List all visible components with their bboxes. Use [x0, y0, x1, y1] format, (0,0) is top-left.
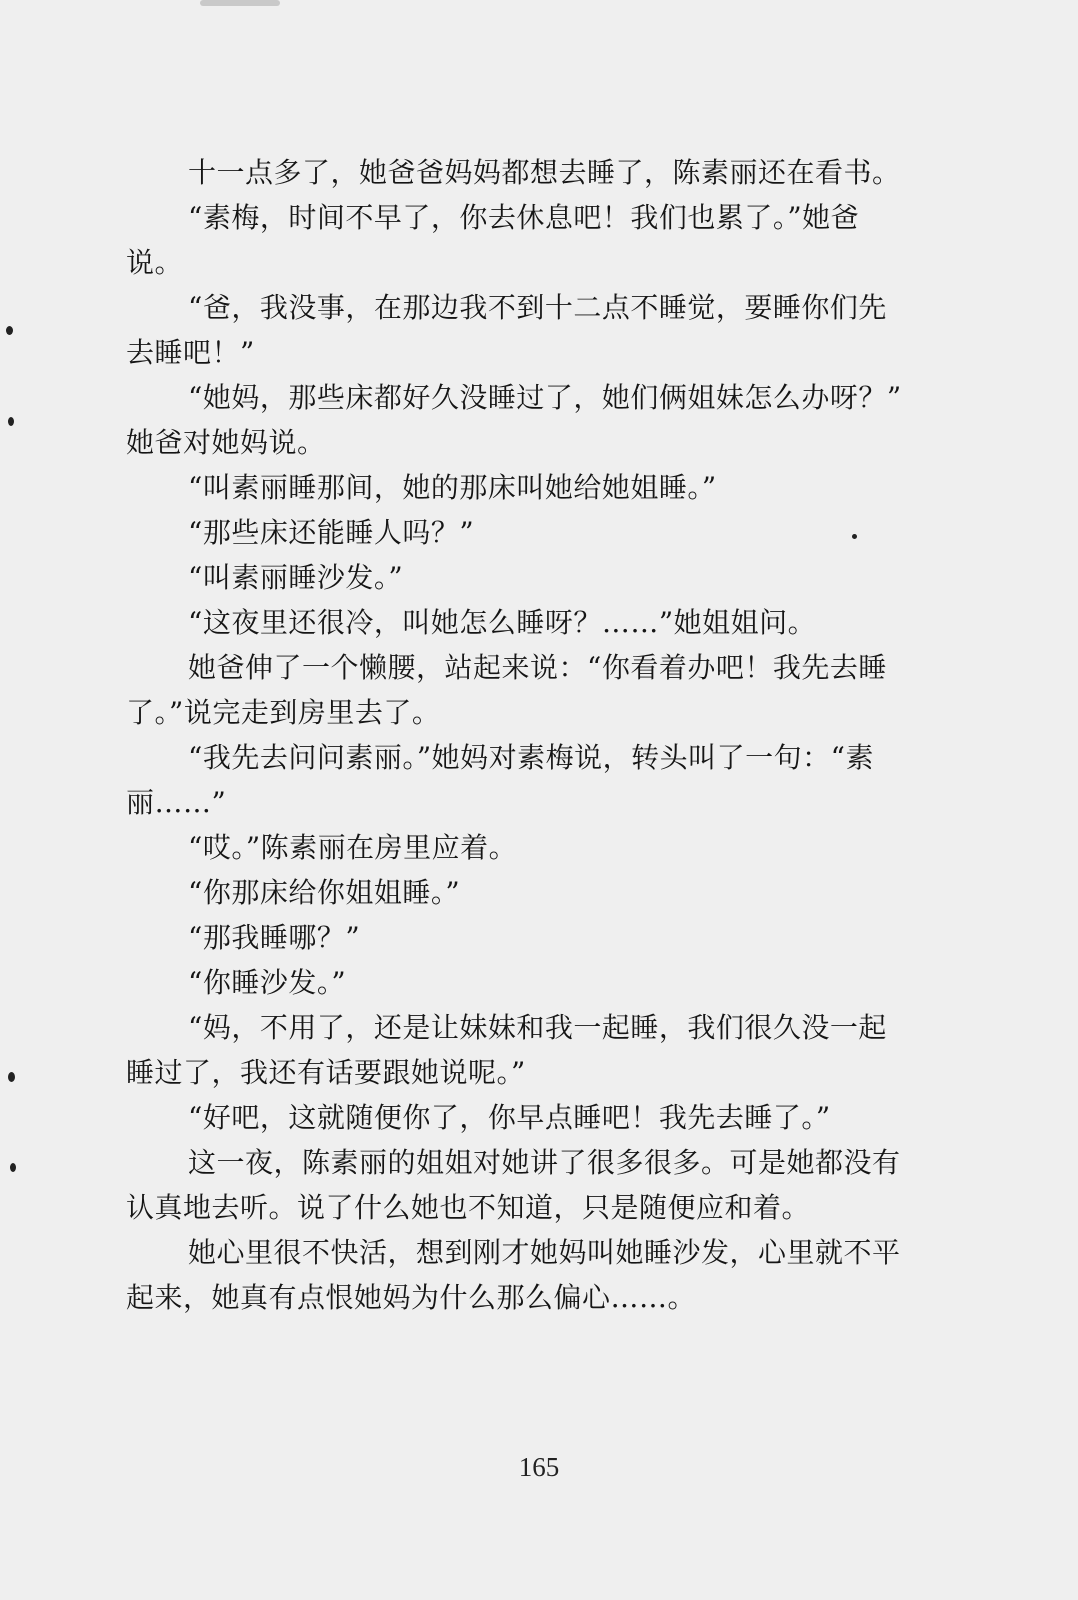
- text-line: “好吧，这就随便你了，你早点睡吧！我先去睡了。”: [188, 1101, 831, 1134]
- scan-speck: [6, 326, 13, 335]
- text-line: 她心里很不快活，想到刚才她妈叫她睡沙发，心里就不平: [188, 1236, 901, 1269]
- text-line: “这夜里还很冷，叫她怎么睡呀？……”她姐姐问。: [188, 606, 817, 639]
- text-line: 丽……”: [126, 786, 227, 819]
- body-text: [126, 150, 952, 1320]
- text-line: 这一夜，陈素丽的姐姐对她讲了很多很多。可是她都没有: [188, 1146, 901, 1179]
- text-line: 她爸伸了一个懒腰，站起来说：“你看着办吧！我先去睡: [188, 651, 887, 684]
- text-line: “爸，我没事，在那边我不到十二点不睡觉，要睡你们先: [188, 291, 887, 324]
- text-line: “哎。”陈素丽在房里应着。: [188, 831, 518, 864]
- scan-speck: [8, 417, 14, 426]
- text-line: 睡过了，我还有话要跟她说呢。”: [126, 1056, 526, 1089]
- scan-speck: [8, 1072, 15, 1082]
- text-line: “素梅，时间不早了，你去休息吧！我们也累了。”她爸: [188, 201, 860, 234]
- text-line: 了。”说完走到房里去了。: [126, 696, 441, 729]
- scan-speck: [10, 1163, 16, 1172]
- text-line: “你睡沙发。”: [188, 966, 347, 999]
- page-number: 165: [518, 1452, 560, 1482]
- text-line: “你那床给你姐姐睡。”: [188, 876, 461, 909]
- text-line: 认真地去听。说了什么她也不知道，只是随便应和着。: [126, 1191, 811, 1224]
- text-line: “那些床还能睡人吗？”: [188, 516, 475, 549]
- text-line: 十一点多了，她爸爸妈妈都想去睡了，陈素丽还在看书。: [188, 156, 901, 189]
- text-line: 去睡吧！”: [126, 336, 255, 369]
- scan-smudge: [200, 0, 280, 6]
- text-line: “叫素丽睡那间，她的那床叫她给她姐睡。”: [188, 471, 717, 504]
- text-line: 她爸对她妈说。: [126, 426, 326, 459]
- text-line: “她妈，那些床都好久没睡过了，她们俩姐妹怎么办呀？”: [188, 381, 902, 414]
- text-line: “那我睡哪？”: [188, 921, 361, 954]
- text-line: “叫素丽睡沙发。”: [188, 561, 404, 594]
- text-line: “我先去问问素丽。”她妈对素梅说，转头叫了一句：“素: [188, 741, 874, 774]
- text-line: 起来，她真有点恨她妈为什么那么偏心……。: [126, 1281, 697, 1314]
- text-line: “妈，不用了，还是让妹妹和我一起睡，我们很久没一起: [188, 1011, 887, 1044]
- text-line: 说。: [126, 246, 184, 279]
